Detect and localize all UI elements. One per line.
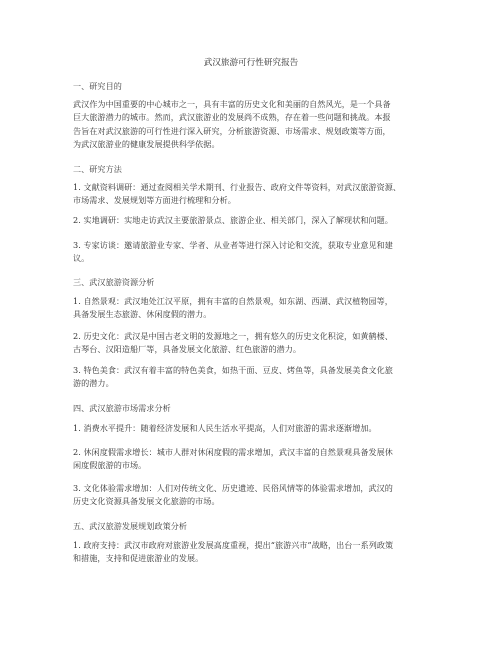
text-line: 市场需求、发展规划等方面进行梳理和分析。 — [73, 195, 236, 206]
section-heading-3: 三、武汉旅游资源分析 — [73, 277, 155, 287]
text-line: 告旨在对武汉旅游的可行性进行深入研究，分析旅游资源、市场需求、规划政策等方面， — [73, 125, 391, 136]
section-heading-5: 五、武汉旅游发展规划政策分析 — [73, 521, 188, 531]
paragraph — [73, 330, 433, 357]
text-line: 议。 — [73, 253, 90, 264]
text-line: 2. 实地调研：实地走访武汉主要旅游景点、旅游企业、相关部门，深入了解现状和问题。 — [73, 215, 393, 225]
text-line: 3. 专家访谈：邀请旅游业专家、学者、从业者等进行深入讨论和交流，获取专业意见和建 — [73, 240, 393, 250]
text-line: 古琴台、汉阳造船厂等，具备发展文化旅游、红色旅游的潜力。 — [73, 344, 302, 355]
paragraph — [73, 539, 433, 566]
paragraph — [73, 422, 433, 435]
section-heading-4: 四、武汉旅游市场需求分析 — [73, 403, 171, 413]
text-line: 3. 特色美食：武汉有着丰富的特色美食，如热干面、豆皮、烤鱼等，具备发展美食文化旅 — [73, 365, 393, 375]
text-line: 1. 政府支持：武汉市政府对旅游业发展高度重视，提出“旅游兴市”战略，出台一系列政策 — [73, 540, 394, 550]
document-title: 武汉旅游可行性研究报告 — [203, 58, 299, 68]
text-line: 武汉作为中国重要的中心城市之一，具有丰富的历史文化和美丽的自然风光，是一个具备 — [73, 99, 391, 109]
paragraph — [73, 482, 433, 509]
text-line: 巨大旅游潜力的城市。然而，武汉旅游业的发展尚不成熟，存在着一些问题和挑战。本报 — [73, 112, 391, 123]
paragraph — [73, 98, 433, 151]
text-line: 1. 消费水平提升：随着经济发展和人民生活水平提高，人们对旅游的需求逐渐增加。 — [73, 423, 377, 433]
section-heading-1: 一、研究目的 — [73, 81, 122, 91]
text-line: 3. 文化体验需求增加：人们对传统文化、历史遗迹、民俗风情等的体验需求增加，武汉的 — [73, 483, 393, 493]
text-line: 1. 自然景观：武汉地处江汉平原，拥有丰富的自然景观，如东湖、西湖、武汉植物园等， — [73, 296, 393, 306]
text-line: 具备发展生态旅游、休闲度假的潜力。 — [73, 309, 212, 320]
paragraph — [73, 364, 433, 391]
text-line: 和措施，支持和促进旅游业的发展。 — [73, 553, 204, 564]
paragraph — [73, 295, 433, 322]
paragraph — [73, 181, 433, 208]
paragraph — [73, 239, 433, 266]
text-line: 闲度假旅游的市场。 — [73, 460, 147, 471]
section-heading-2: 二、研究方法 — [73, 164, 122, 174]
text-line: 2. 休闲度假需求增长：城市人群对休闲度假的需求增加，武汉丰富的自然景观具备发展休 — [73, 447, 393, 457]
text-line: 游的潜力。 — [73, 378, 114, 389]
text-line: 1. 文献资料调研：通过查阅相关学术期刊、行业报告、政府文件等资料，对武汉旅游资源、 — [73, 182, 402, 192]
text-line: 历史文化资源具备发展文化旅游的市场。 — [73, 496, 220, 507]
text-line: 为武汉旅游业的健康发展提供科学依据。 — [73, 138, 220, 149]
paragraph — [73, 214, 433, 227]
paragraph — [73, 446, 433, 473]
text-line: 2. 历史文化：武汉是中国古老文明的发源地之一，拥有悠久的历史文化积淀，如黄鹤楼、 — [73, 331, 393, 341]
